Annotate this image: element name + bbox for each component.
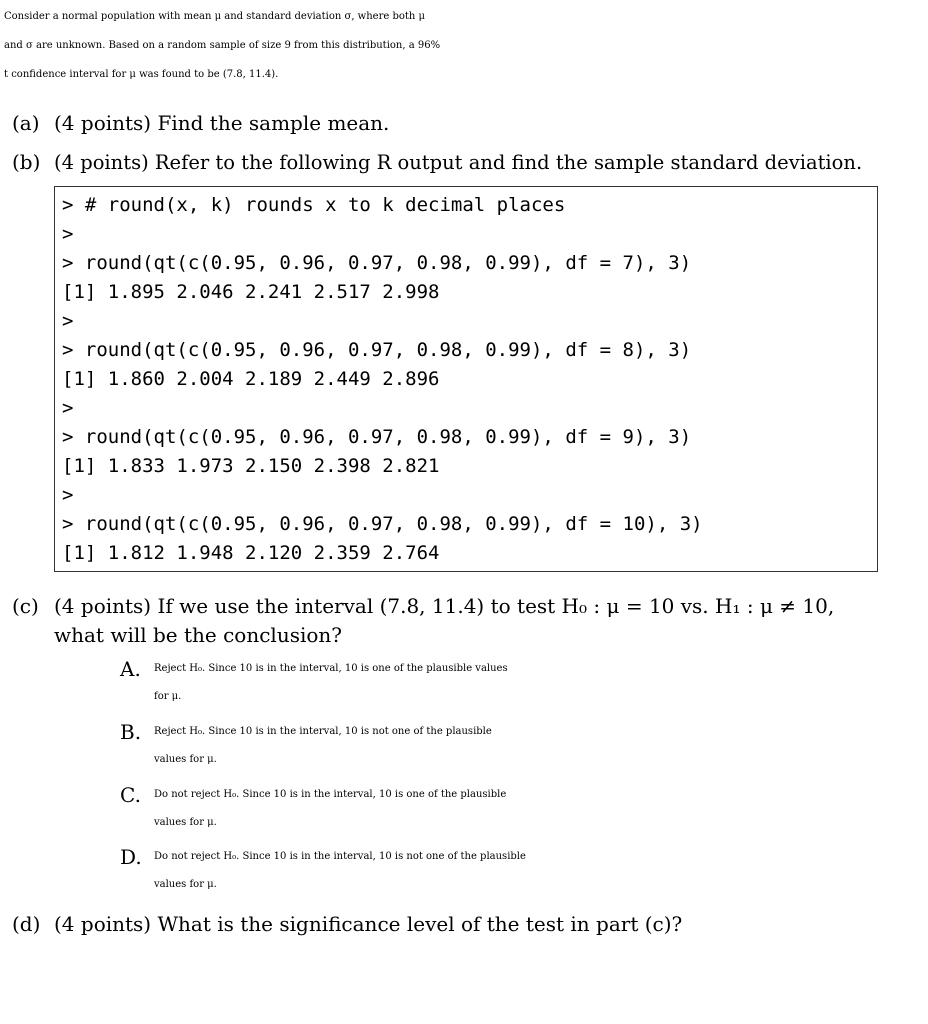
part-c-line-2: what will be the conclusion? <box>54 623 342 647</box>
intro-line-3: t confidence interval for μ was found to be (7.8, 11.4). <box>4 69 279 80</box>
intro-line-2: and σ are unknown. Based on a random sample of size 9 from this distribution, a 96% <box>4 40 441 51</box>
choice-letter: A. <box>120 657 141 681</box>
part-a-label: (a) <box>12 111 40 135</box>
r-output-line: > round(qt(c(0.95, 0.96, 0.97, 0.98, 0.99), df = 8), 3) <box>62 339 692 361</box>
r-output-line: > round(qt(c(0.95, 0.96, 0.97, 0.98, 0.99), df = 9), 3) <box>62 426 692 448</box>
part-a-text: (4 points) Find the sample mean. <box>54 111 390 135</box>
choice-a[interactable] <box>120 655 880 711</box>
r-output-line: > round(qt(c(0.95, 0.96, 0.97, 0.98, 0.99), df = 7), 3) <box>62 252 692 274</box>
choice-c[interactable] <box>120 781 880 837</box>
choice-letter: D. <box>120 845 142 869</box>
choice-d[interactable] <box>120 843 880 899</box>
choice-text-line: Do not reject H₀. Since 10 is in the interval, 10 is not one of the plausible <box>154 851 526 862</box>
r-output-line: [1] 1.860 2.004 2.189 2.449 2.896 <box>62 368 440 390</box>
choice-text <box>154 718 880 774</box>
r-output-line: [1] 1.833 1.973 2.150 2.398 2.821 <box>62 455 440 477</box>
r-output-line: > # round(x, k) rounds x to k decimal places <box>62 194 566 216</box>
r-output-line: > <box>62 223 74 245</box>
r-output-line: > <box>62 484 74 506</box>
part-d-text: (4 points) What is the significance level of the test in part (c)? <box>54 912 683 936</box>
choice-letter: B. <box>120 720 142 744</box>
part-c-line-1: (4 points) If we use the interval (7.8, 11.4) to test H₀ : μ = 10 vs. H₁ : μ ≠ 10, <box>54 594 835 618</box>
r-output-line: > <box>62 310 74 332</box>
part-c <box>12 592 882 650</box>
part-b <box>12 148 882 177</box>
choice-text <box>154 781 880 837</box>
r-output-line: > round(qt(c(0.95, 0.96, 0.97, 0.98, 0.99), df = 10), 3) <box>62 513 703 535</box>
choice-text-line: Reject H₀. Since 10 is in the interval, 10 is one of the plausible values <box>154 663 508 674</box>
part-d <box>12 910 882 939</box>
part-b-label: (b) <box>12 150 41 174</box>
r-output-line: [1] 1.812 1.948 2.120 2.359 2.764 <box>62 542 440 564</box>
r-output-line: [1] 1.895 2.046 2.241 2.517 2.998 <box>62 281 440 303</box>
choice-text <box>154 655 880 711</box>
part-d-label: (d) <box>12 912 41 936</box>
choice-text-line: values for μ. <box>154 879 217 890</box>
choice-letter: C. <box>120 783 141 807</box>
intro-line-1: Consider a normal population with mean μ and standard deviation σ, where both μ <box>4 11 426 22</box>
problem-intro <box>4 2 884 89</box>
r-output-line: > <box>62 397 74 419</box>
part-b-text: (4 points) Refer to the following R output and find the sample standard deviation. <box>54 151 863 174</box>
choice-text-line: values for μ. <box>154 754 217 765</box>
choice-text-line: values for μ. <box>154 817 217 828</box>
part-c-label: (c) <box>12 594 39 618</box>
choice-b[interactable] <box>120 718 880 774</box>
choice-text-line: for μ. <box>154 691 182 702</box>
choice-text <box>154 843 880 899</box>
choice-text-line: Do not reject H₀. Since 10 is in the interval, 10 is one of the plausible <box>154 789 507 800</box>
r-output-box <box>54 186 878 572</box>
part-a <box>12 109 882 138</box>
choice-text-line: Reject H₀. Since 10 is in the interval, 10 is not one of the plausible <box>154 726 492 737</box>
